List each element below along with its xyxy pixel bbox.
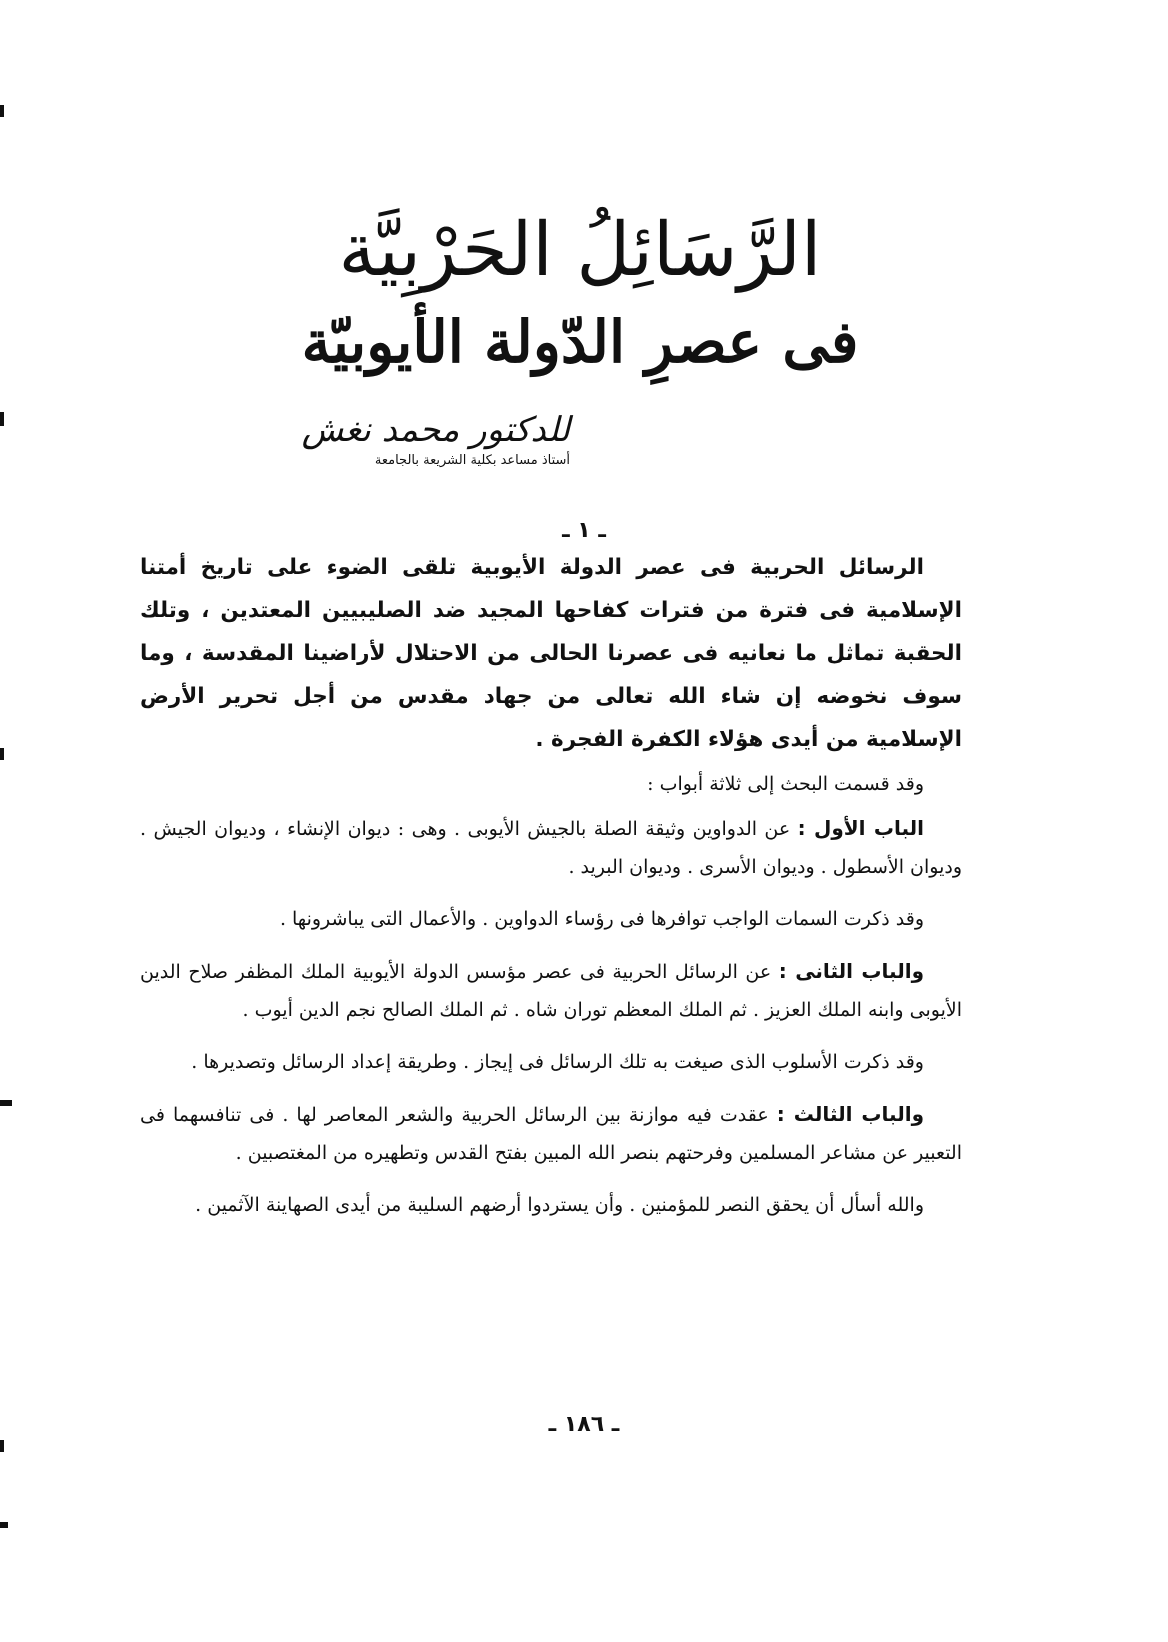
title-block <box>180 200 980 384</box>
chapter3-text: عقدت فيه موازنة بين الرسائل الحربية والشعر المعاصر لها . فى تنافسهما فى التعبير عن مشاعر المسلمين وفرحتهم بنصر الله المبين بفتح القدس وتطهيره من المغتصبين . <box>140 1104 962 1164</box>
chapter2-heading: والباب الثانى : <box>778 959 924 983</box>
chapter2-paragraph <box>140 952 962 1029</box>
main-title: الرَّسَائِلُ الحَرْبِيَّة <box>338 207 822 293</box>
chapter3-heading: والباب الثالث : <box>776 1102 924 1126</box>
closing-paragraph: والله أسأل أن يحقق النصر للمؤمنين . وأن يستردوا أرضهم السليبة من أيدى الصهاينة الآثمين . <box>195 1194 924 1216</box>
scan-edge-mark <box>0 748 4 760</box>
chapter2-note: وقد ذكرت الأسلوب الذى صيغت به تلك الرسائل فى إيجاز . وطريقة إعداد الرسائل وتصديرها . <box>191 1051 924 1073</box>
division-paragraph: وقد قسمت البحث إلى ثلاثة أبواب : <box>647 773 924 795</box>
section-number: ـ ١ ـ <box>562 518 606 543</box>
scan-edge-mark <box>0 1440 4 1452</box>
chapter3-paragraph <box>140 1095 962 1172</box>
subtitle: فى عصرِ الدّولة الأيوبيّة <box>301 308 859 376</box>
author-name: للدكتور محمد نغش <box>301 410 570 450</box>
chapter1-text: عن الدواوين وثيقة الصلة بالجيش الأيوبى . وهى : ديوان الإنشاء ، وديوان الجيش . وديوان الأسطول . وديوان الأسرى . وديوان البريد . <box>140 818 962 878</box>
intro-paragraph: الرسائل الحربية فى عصر الدولة الأيوبية تلقى الضوء على تاريخ أمتنا الإسلامية فى فترة من فترات كفاحها المجيد ضد الصليبيين المعتدين ، وتلك الحقبة تماثل ما نعانيه فى عصرنا الحالى من الاحتلال لأراضينا المقدسة ، وما سوف نخوضه إن شاء الله تعالى من جهاد مقدس من أجل تحرير الأرض الإسلامية من أيدى هؤلاء الكفرة الفجرة . <box>140 555 962 752</box>
body-text <box>140 546 962 1238</box>
author-block <box>270 408 570 470</box>
chapter2-text: عن الرسائل الحربية فى عصر مؤسس الدولة الأيوبية الملك المظفر صلاح الدين الأيوبى وابنه الملك العزيز . ثم الملك المعظم توران شاه . ثم الملك الصالح نجم الدين أيوب . <box>140 961 962 1021</box>
author-position: أستاذ مساعد بكلية الشريعة بالجامعة <box>374 453 570 468</box>
scan-edge-mark <box>0 105 4 117</box>
scan-edge-mark <box>0 1522 8 1528</box>
chapter1-heading: الباب الأول : <box>797 816 924 840</box>
page-number: ـ ١٨٦ ـ <box>548 1412 620 1437</box>
scan-edge-mark <box>0 1100 12 1106</box>
scan-edge-mark <box>0 412 4 426</box>
chapter1-paragraph <box>140 809 962 886</box>
chapter1-note: وقد ذكرت السمات الواجب توافرها فى رؤساء الدواوين . والأعمال التى يباشرونها . <box>279 908 924 930</box>
